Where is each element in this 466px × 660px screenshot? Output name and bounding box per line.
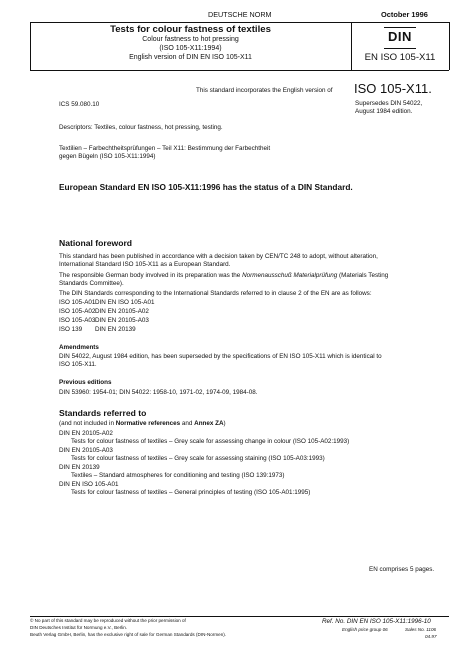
- amendments-line-2: ISO 105-X11.: [59, 361, 97, 368]
- ics-code: ICS 59.080.10: [59, 101, 100, 108]
- referred-desc: Textiles – Standard atmospheres for conditioning and testing (ISO 139:1973): [71, 472, 285, 479]
- din-logo-text: DIN: [388, 29, 412, 44]
- referred-desc: Tests for colour fastness of textiles – Grey scale for assessing change in colour (ISO 105-A02:1993): [71, 438, 350, 445]
- din-logo: [384, 27, 416, 49]
- referred-desc: Tests for colour fastness of textiles – Grey scale for assessing staining (ISO 105-A03:1993): [71, 455, 325, 462]
- standards-referred-note: [59, 420, 226, 428]
- en-page-count: EN comprises 5 pages.: [369, 566, 435, 573]
- foreword-p3: The DIN Standards corresponding to the International Standards referred to in clause 2 of the EN are as follows:: [59, 290, 372, 297]
- german-title-line-2: gegen Bügeln (ISO 105-X11:1994): [59, 153, 156, 160]
- incorporates-number: ISO 105-X11.: [354, 81, 432, 96]
- footer-code: 04.97: [425, 634, 437, 639]
- footer-copyright: [30, 618, 226, 638]
- din-code: DIN EN 20139: [95, 326, 136, 333]
- descriptors: Descriptors: Textiles, colour fastness, hot pressing, testing.: [59, 124, 223, 131]
- iso-code: ISO 105-A01: [59, 299, 96, 306]
- referred-code: DIN EN 20105-A03: [59, 447, 113, 454]
- referred-code: DIN EN 20105-A02: [59, 430, 113, 437]
- foreword-p2-line-2: Standards Committee).: [59, 280, 124, 287]
- iso-code: ISO 139: [59, 326, 83, 333]
- header-title-block: [30, 24, 351, 62]
- incorporates-text: This standard incorporates the English version of: [196, 87, 333, 94]
- referred-code: DIN EN 20139: [59, 464, 100, 471]
- iso-reference: (ISO 105-X11:1994): [159, 45, 222, 52]
- status-statement: European Standard EN ISO 105-X11:1996 has the status of a DIN Standard.: [59, 182, 353, 192]
- footer-line-3: Beuth Verlag GmbH, Berlin, has the exclusive right of sale for German Standards (DIN-Normen).: [30, 631, 227, 637]
- header-bottom-rule: [30, 70, 449, 71]
- referred-code: DIN EN ISO 105-A01: [59, 481, 119, 488]
- footer-price-group: English price group 06: [342, 627, 388, 632]
- national-foreword-heading: National foreword: [59, 238, 133, 248]
- amendments-heading: Amendments: [59, 344, 99, 351]
- note-start: (and not included in: [59, 420, 116, 427]
- din-code: DIN EN 20105-A03: [95, 317, 149, 324]
- previous-editions-heading: Previous editions: [59, 379, 112, 386]
- german-title-line-1: Textilien – Farbechtheitsprüfungen – Teil X11: Bestimmung der Farbechtheit: [59, 145, 271, 152]
- amendments-line-1: DIN 54022, August 1984 edition, has been superseded by the specifications of EN ISO 105-X11 which is identical to: [59, 353, 382, 360]
- footer-line-2: DIN Deutsches Institut für Normung e.V., Berlin.: [30, 624, 128, 630]
- footer-line-1: © No part of this standard may be reproduced without the prior permission of: [30, 618, 186, 623]
- note-bold-2: Annex ZA: [194, 420, 224, 427]
- english-version: English version of DIN EN ISO 105-X11: [129, 54, 252, 61]
- foreword-p1-line-2: International Standard ISO 105-X11 as a European Standard.: [59, 261, 231, 268]
- din-code: DIN EN ISO 105-A01: [95, 299, 155, 306]
- din-code: DIN EN 20105-A02: [95, 308, 149, 315]
- referred-desc: Tests for colour fastness of textiles – General principles of testing (ISO 105-A01:1995): [71, 489, 311, 496]
- previous-editions-text: DIN 53960: 1954-01; DIN 54022: 1958-10, 1971-02, 1974-09, 1984-08.: [59, 389, 258, 396]
- note-bold-1: Normative references: [115, 420, 181, 427]
- document-title: Tests for colour fastness of textiles: [110, 24, 271, 35]
- header-org: DEUTSCHE NORM: [208, 10, 272, 19]
- header-top-rule: [30, 22, 449, 23]
- footer-sales-number: Sales No. 1106: [405, 627, 437, 632]
- note-mid: and: [180, 420, 195, 427]
- iso-code: ISO 105-A03: [59, 317, 96, 324]
- document-subtitle: Colour fastness to hot pressing: [142, 36, 239, 43]
- iso-code: ISO 105-A02: [59, 308, 96, 315]
- supersedes-line-2: August 1984 edition.: [355, 108, 413, 115]
- foreword-p2-end: (Materials Testing: [337, 272, 389, 279]
- footer-rule: [30, 616, 449, 617]
- standards-referred-heading: Standards referred to: [59, 408, 147, 418]
- footer-ref-number: Ref. No. DIN EN ISO 105-X11:1996-10: [322, 618, 431, 625]
- header-date: October 1996: [381, 10, 428, 19]
- header-right-rule: [449, 22, 450, 70]
- foreword-p2-start: The responsible German body involved in its preparation was the: [59, 272, 243, 279]
- note-end: ): [223, 420, 226, 427]
- standard-number: EN ISO 105-X11: [364, 52, 436, 63]
- foreword-p2-italic: Normenausschuß Materialprüfung: [242, 272, 338, 279]
- supersedes-line-1: Supersedes DIN 54022,: [355, 100, 423, 107]
- foreword-p1-line-1: This standard has been published in accordance with a decision taken by CEN/TC 248 to adopt, without alteration,: [59, 253, 378, 260]
